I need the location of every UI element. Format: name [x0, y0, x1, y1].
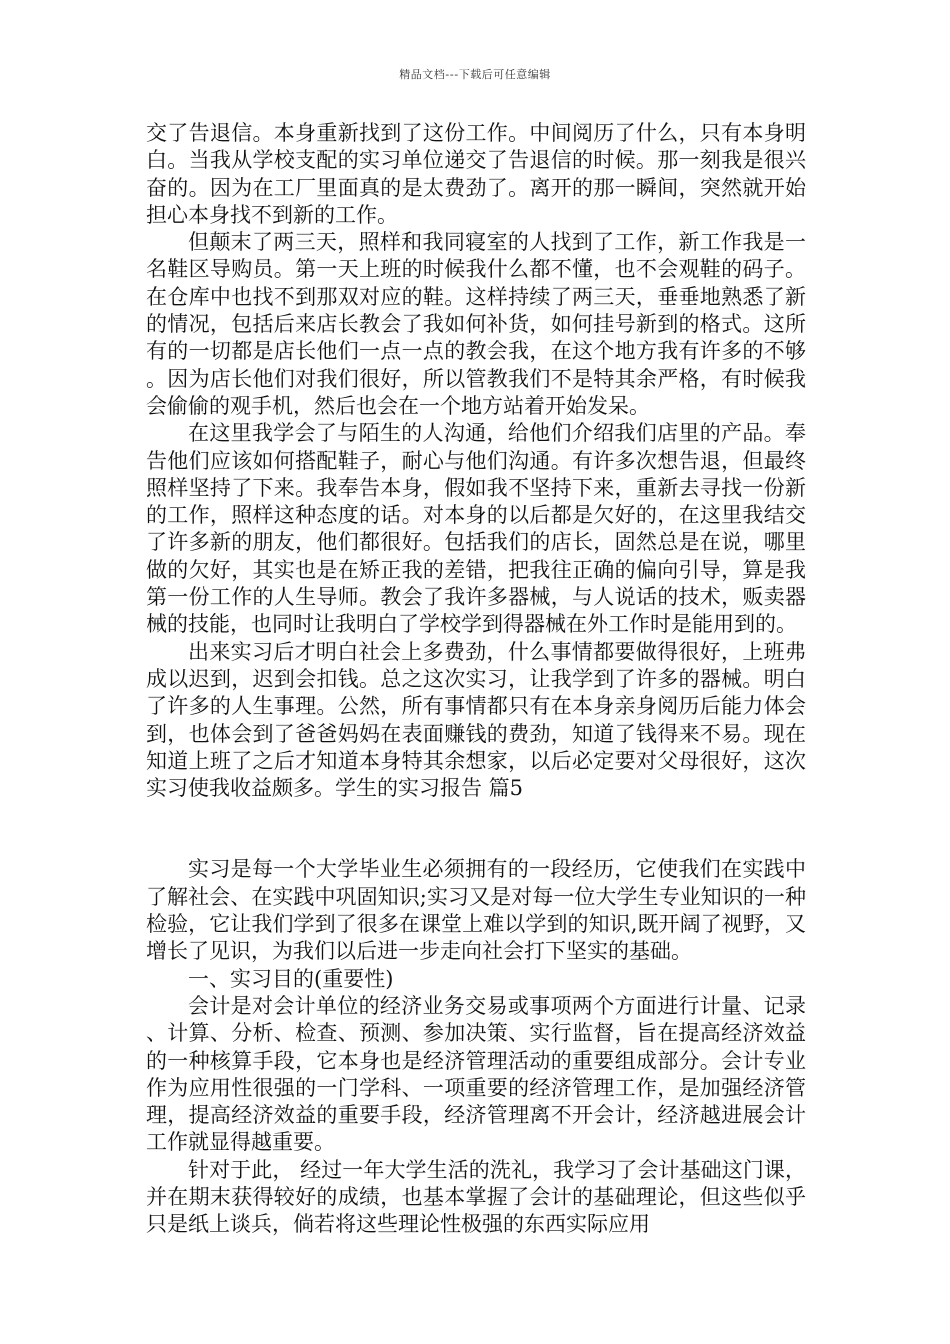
paragraph: 但颠末了两三天，照样和我同寝室的人找到了工作，新工作我是一名鞋区导购员。第一天上班的时候我什么都不懂，也不会观鞋的码子。在仓库中也找不到那双对应的鞋。这样持续了两三天，垂垂地熟悉了新的情况，包括后来店长教会了我如何补货，如何挂号新到的格式。这所有的一切都是店长他们一点一点的教会我，在这个地方我有许多的不够。因为店长他们对我们很好，所以管教我们不是特其余严格，有时候我会偷偷的观手机，然后也会在一个地方站着开始发呆。 [146, 230, 806, 418]
section-heading: 一、实习目的(重要性) [188, 966, 394, 991]
running-header: 精品文档---下载后可任意编辑 [399, 68, 551, 81]
section-gap [146, 802, 806, 856]
paragraph: 会计是对会计单位的经济业务交易或事项两个方面进行计量、记录、计算、分析、检查、预测、参加决策、实行监督，旨在提高经济效益的一种核算手段，它本身也是经济管理活动的重要组成部分。会计专业作为应用性很强的一门学科、一项重要的经济管理工作，是加强经济管理，提高经济效益的重要手段，经济管理离不开会计，经济越进展会计工作就显得越重要。 [146, 993, 806, 1155]
document-body [146, 120, 806, 1239]
paragraph: 交了告退信。本身重新找到了这份工作。中间阅历了什么，只有本身明白。当我从学校支配的实习单位递交了告退信的时候。那一刻我是很兴奋的。因为在工厂里面真的是太费劲了。离开的那一瞬间，突然就开始担心本身找不到新的工作。 [146, 121, 806, 227]
paragraph: 针对于此， 经过一年大学生活的洗礼，我学习了会计基础这门课，并在期末获得较好的成绩，也基本掌握了会计的基础理论，但这些似乎只是纸上谈兵，倘若将这些理论性极强的东西实际应用 [146, 1157, 806, 1237]
paragraph: 实习是每一个大学毕业生必须拥有的一段经历，它使我们在实践中了解社会、在实践中巩固知识;实习又是对每一位大学生专业知识的一种检验，它让我们学到了很多在课堂上难以学到的知识,既开阔了视野，又增长了见识，为我们以后进一步走向社会打下坚实的基础。 [146, 857, 806, 964]
paragraph: 出来实习后才明白社会上多费劲，什么事情都要做得很好，上班弗成以迟到，迟到会扣钱。总之这次实习，让我学到了许多的器械。明白了许多的人生事理。公然，所有事情都只有在本身亲身阅历后能力体会到，也体会到了爸爸妈妈在表面赚钱的费劲，知道了钱得来不易。现在知道上班了之后才知道本身特其余想家，以后必定要对父母很好，这次实习使我收益颇多。学生的实习报告 篇5 [146, 639, 806, 801]
paragraph: 在这里我学会了与陌生的人沟通，给他们介绍我们店里的产品。奉告他们应该如何搭配鞋子，耐心与他们沟通。有许多次想告退，但最终照样坚持了下来。我奉告本身，假如我不坚持下来，重新去寻找一份新的工作，照样这种态度的话。对本身的以后都是欠好的，在这里我结交了许多新的朋友，他们都很好。包括我们的店长，固然总是在说，哪里做的欠好，其实也是在矫正我的差错，把我往正确的偏向引导，算是我第一份工作的人生导师。教会了我许多器械，与人说话的技术，贩卖器械的技能，也同时让我明白了学校学到得器械在外工作时是能用到的。 [146, 421, 806, 637]
